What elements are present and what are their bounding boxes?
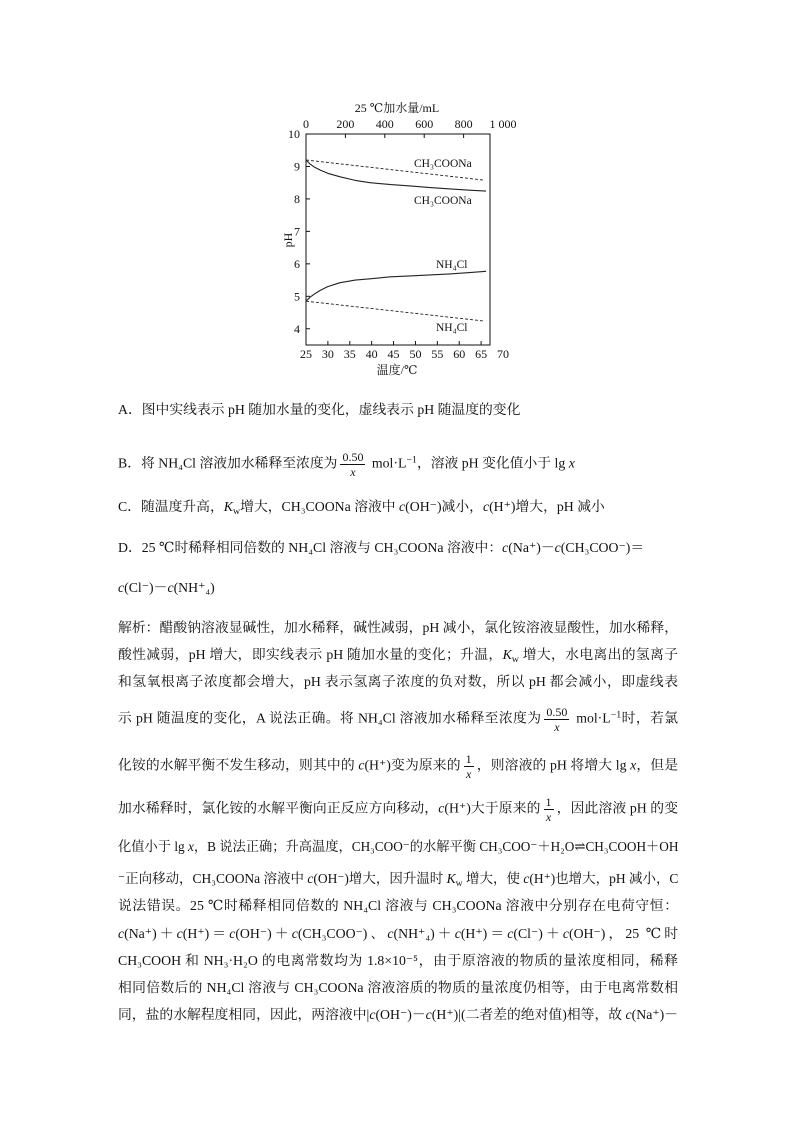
italic-symbol: c <box>438 800 445 816</box>
fraction-denominator: x <box>465 767 472 781</box>
series-label-ch3coona-water: CH₃COONa <box>414 195 472 207</box>
x-tick-label: 45 <box>387 347 400 361</box>
analysis-line <box>118 705 678 734</box>
text-run: (OH⁻)增大，因升温时 <box>313 871 447 886</box>
italic-symbol: K <box>502 647 512 662</box>
fraction-numerator: 0.50 <box>342 450 364 464</box>
y-tick-label: 10 <box>288 127 300 141</box>
x-tick-label: 70 <box>497 347 509 361</box>
y-tick-label: 4 <box>294 321 300 336</box>
text-run: 和氢氧根离子浓度都会增大，pH 表示氢离子浓度的负对数，所以 pH 都会减小，即虚线表 <box>118 674 678 689</box>
italic-symbol: c <box>358 757 365 773</box>
text-run: (H⁺)大于原来的 <box>444 800 541 816</box>
italic-symbol: K <box>223 499 233 514</box>
y-tick-label: 9 <box>294 159 300 174</box>
fraction-numerator: 1 <box>545 795 552 809</box>
italic-symbol: c <box>502 540 509 555</box>
italic-symbol: c <box>554 540 561 555</box>
italic-symbol: c <box>291 926 298 941</box>
italic-symbol: c <box>399 499 406 514</box>
fraction <box>544 705 569 734</box>
text-run: (OH⁻)减小， <box>405 499 483 514</box>
text-run: (Na⁺)－ <box>631 1007 679 1022</box>
text-run: (H⁺)增大，pH 减小 <box>489 499 605 514</box>
text-run: C．随温度升高， <box>118 499 224 514</box>
italic-symbol: c <box>118 926 125 941</box>
text-run: 解析：醋酸钠溶液显碱性，加水稀释，碱性减弱，pH 减小，氯化铵溶液显酸性，加水稀释， <box>118 620 678 635</box>
option-d <box>118 538 678 558</box>
italic-symbol: c <box>523 871 530 886</box>
x-tick-label: 60 <box>453 347 466 361</box>
italic-symbol: c <box>562 926 569 941</box>
top-tick-label: 1 000 <box>489 117 517 131</box>
italic-symbol: c <box>482 499 490 514</box>
text-run: 增大，水电离出的氢离子 <box>518 647 678 662</box>
fraction-denominator: x <box>545 810 552 824</box>
italic-symbol: c <box>118 580 125 595</box>
analysis-line <box>118 1005 678 1025</box>
top-tick-label: 400 <box>375 117 394 131</box>
italic-symbol: c <box>176 926 183 941</box>
fraction-denominator: x <box>554 720 560 734</box>
x-tick-label: 55 <box>431 347 444 361</box>
fraction-numerator: 1 <box>465 752 472 766</box>
text-run: 增大，使 <box>462 871 524 886</box>
analysis-line <box>118 978 678 998</box>
y-tick-label: 7 <box>294 224 300 239</box>
text-run: (H⁺)变为原来的 <box>364 757 461 773</box>
x-tick-label: 25 <box>300 347 312 361</box>
x-tick-label: 40 <box>365 347 378 361</box>
series-label-nh4cl-water: NH₄Cl <box>436 259 468 271</box>
x-tick-label: 65 <box>475 347 488 361</box>
analysis-line <box>118 951 678 971</box>
option-d-continued <box>118 578 678 598</box>
text-run: 时，若氯 <box>621 710 678 726</box>
x-tick-label: 35 <box>343 347 356 361</box>
fraction-denominator: x <box>350 465 356 479</box>
text-run: (NH⁺₄)＋ <box>393 926 455 941</box>
text-run: (Na⁺)＋ <box>124 926 177 941</box>
y-axis-title: pH <box>281 232 295 248</box>
italic-symbol: x <box>187 839 194 854</box>
superscript: −1 <box>610 709 622 721</box>
series-label-ch3coona-temperature: CH₃COONa <box>414 158 472 170</box>
text-run: (H⁺)＝ <box>182 926 230 941</box>
text-run: (OH⁻)，25 ℃时 <box>568 926 679 941</box>
text-run: 示 pH 随温度的变化，A 说法正确。将 NH₄Cl 溶液加水稀释至浓度为 <box>118 710 542 726</box>
text-run: (H⁺)也增大，pH 减小，C <box>529 871 679 886</box>
series-label-nh4cl-temperature: NH₄Cl <box>436 322 468 334</box>
text-run: CH₃COOH 和 NH₃·H₂O 的电离常数均为 1.8×10⁻⁵，由于原溶液的物质的量浓度相同，稀释 <box>118 953 678 968</box>
water-series-line-nh4cl <box>306 271 486 301</box>
text-run: 化铵的水解平衡不发生移动，则其中的 <box>118 757 359 773</box>
fraction <box>340 450 365 479</box>
italic-symbol: c <box>229 926 236 941</box>
x-tick-label: 50 <box>409 347 422 361</box>
text-run: ，则溶液的 pH 将增大 lg <box>476 757 631 773</box>
x-tick-label: 30 <box>321 347 334 361</box>
text-run: (NH⁺₄) <box>173 580 215 595</box>
text-run: ，溶液 pH 变化值小于 lg <box>416 455 569 471</box>
fraction <box>464 752 474 781</box>
text-run: A．图中实线表示 pH 随加水量的变化，虚线表示 pH 随温度的变化 <box>118 402 521 417</box>
text-run: (OH⁻)－ <box>375 1007 426 1022</box>
text-run: (OH⁻)＋ <box>235 926 292 941</box>
italic-symbol: c <box>507 926 514 941</box>
italic-symbol: x <box>568 455 575 471</box>
top-tick-label: 800 <box>454 117 473 131</box>
italic-symbol: x <box>630 757 637 773</box>
italic-symbol: c <box>387 926 394 941</box>
y-tick-label: 8 <box>294 191 300 206</box>
top-tick-label: 200 <box>336 117 355 131</box>
analysis-line <box>118 672 678 692</box>
analysis-line <box>118 795 679 824</box>
text-run: (H⁺)|(二者差的绝对值)相等，故 <box>431 1007 626 1022</box>
text-run: ，但是 <box>636 757 679 773</box>
text-run: ，B 说法正确；升高温度，CH₃COO⁻的水解平衡 CH₃COO⁻＋H₂O⇌CH₃COOH＋OH <box>193 839 679 854</box>
top-axis-title: 25 ℃加水量/mL <box>354 101 440 115</box>
italic-symbol: c <box>625 1007 632 1022</box>
text-run: 酸性减弱，pH 增大，即实线表示 pH 随加水量的变化；升温， <box>118 647 503 662</box>
subscript: w <box>511 653 519 665</box>
text-run: (Na⁺)－ <box>508 540 555 555</box>
option-c <box>118 497 678 517</box>
option-a <box>118 400 678 420</box>
temperature-series-line-nh4cl <box>306 301 484 321</box>
italic-symbol: c <box>369 1007 376 1022</box>
ph-chart <box>0 0 794 390</box>
text-run: (Cl⁻)－ <box>124 580 168 595</box>
text-run: (CH₃COO⁻)、 <box>297 926 388 941</box>
text-run: 相同倍数后的 NH₄Cl 溶液与 CH₃COONa 溶液溶质的物质的量浓度仍相等，由于电离常数相 <box>118 980 678 995</box>
analysis-line <box>118 752 679 781</box>
analysis-line <box>118 837 679 857</box>
text-run: ⁻正向移动，CH₃COONa 溶液中 <box>118 871 308 886</box>
text-run: D．25 ℃时稀释相同倍数的 NH₄Cl 溶液与 CH₃COONa 溶液中： <box>118 540 503 555</box>
italic-symbol: K <box>446 871 456 886</box>
analysis-line <box>118 896 678 916</box>
text-run: 增大，CH₃COONa 溶液中 <box>240 499 400 514</box>
top-tick-label: 600 <box>415 117 434 131</box>
subscript: w <box>232 505 241 517</box>
y-tick-label: 6 <box>294 256 300 271</box>
text-run: mol·L <box>368 455 407 471</box>
italic-symbol: c <box>454 926 461 941</box>
option-b <box>118 450 678 479</box>
text-run: ，因此溶液 pH 的变 <box>556 800 679 816</box>
italic-symbol: c <box>425 1007 432 1022</box>
text-run: 加水稀释时，氯化铵的水解平衡向正反应方向移动， <box>118 800 439 816</box>
analysis-line <box>118 645 678 665</box>
text-run: (CH₃COO⁻)＝ <box>560 540 645 555</box>
text-run: (Cl⁻)＋ <box>513 926 563 941</box>
analysis-line <box>118 618 678 638</box>
text-run: (H⁺)＝ <box>460 926 508 941</box>
x-axis-title: 温度/℃ <box>376 363 418 377</box>
y-tick-label: 5 <box>294 289 300 304</box>
italic-symbol: c <box>307 871 314 886</box>
analysis-line <box>118 869 679 889</box>
fraction-numerator: 0.50 <box>546 705 568 719</box>
text-run: B．将 NH₄Cl 溶液加水稀释至浓度为 <box>118 455 338 471</box>
top-tick-label: 0 <box>303 117 309 131</box>
analysis-line <box>118 924 678 944</box>
text-run: 说法错误。25 ℃时稀释相同倍数的 NH₄Cl 溶液与 CH₃COONa 溶液中分别存在电荷守恒： <box>118 898 678 913</box>
italic-symbol: c <box>167 580 174 595</box>
fraction <box>544 795 554 824</box>
text-run: 化值小于 lg <box>118 839 188 854</box>
text-run: 同，盐的水解程度相同，因此，两溶液中| <box>118 1007 370 1022</box>
text-run: mol·L <box>572 710 611 726</box>
superscript: −1 <box>406 454 417 466</box>
subscript: w <box>455 877 463 889</box>
